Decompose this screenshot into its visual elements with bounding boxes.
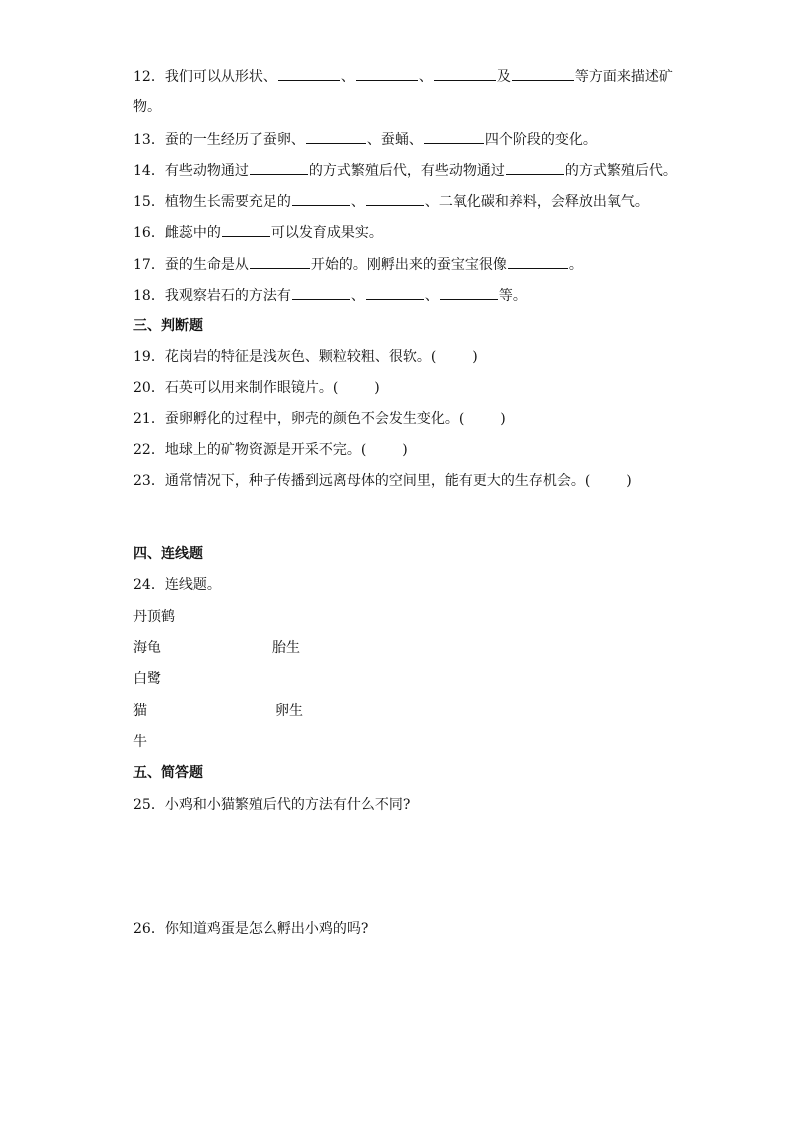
- answer-blank[interactable]: [306, 129, 366, 144]
- question-text: 你知道鸡蛋是怎么孵出小鸡的吗?: [164, 921, 369, 937]
- question-number: 24．: [133, 577, 165, 593]
- answer-blank[interactable]: [506, 160, 564, 175]
- question-number: 18．: [133, 288, 165, 304]
- question-21: [133, 409, 506, 429]
- answer-blank[interactable]: [292, 191, 350, 206]
- question-text: 可以发育成果实。: [270, 225, 383, 241]
- question-number: 19．: [133, 349, 165, 365]
- answer-blank[interactable]: [278, 66, 340, 81]
- paren-close: ): [402, 442, 408, 458]
- question-12-continued: [133, 97, 161, 117]
- question-text: 我观察岩石的方法有: [164, 288, 291, 304]
- question-text: 小鸡和小猫繁殖后代的方法有什么不同?: [164, 797, 411, 813]
- question-text: 通常情况下，种子传播到远离母体的空间里，能有更大的生存机会。(: [164, 473, 591, 489]
- question-18: [133, 285, 527, 306]
- question-text: 、蚕蛹、: [366, 132, 423, 148]
- question-number: 22．: [133, 442, 165, 458]
- question-23: [133, 471, 632, 491]
- match-left-item[interactable]: 白鹭: [133, 671, 161, 687]
- section-heading-judgment: 三、判断题: [133, 318, 203, 334]
- match-left-item[interactable]: 丹顶鹤: [133, 609, 175, 625]
- question-text: 等方面来描述矿: [574, 69, 673, 85]
- question-text: 有些动物通过: [164, 163, 249, 179]
- question-number: 17．: [133, 257, 165, 273]
- question-text: 、二氧化碳和养料，会释放出氧气。: [424, 194, 649, 210]
- question-text: 我们可以从形状、: [164, 69, 277, 85]
- question-text: 的方式繁殖后代，有些动物通过: [308, 163, 505, 179]
- question-17: [133, 254, 583, 275]
- question-text: 的方式繁殖后代。: [564, 163, 677, 179]
- answer-blank[interactable]: [250, 254, 310, 269]
- question-20: [133, 378, 380, 398]
- question-24: [133, 575, 221, 595]
- question-number: 23．: [133, 473, 165, 489]
- answer-blank[interactable]: [292, 285, 350, 300]
- paren-close: ): [500, 411, 506, 427]
- question-16: [133, 222, 383, 243]
- question-text: 蚕的生命是从: [164, 257, 249, 273]
- question-number: 26．: [133, 921, 165, 937]
- separator: 、: [350, 288, 365, 304]
- section-heading-short-answer: 五、简答题: [133, 765, 203, 781]
- separator: 、: [340, 69, 355, 85]
- question-number: 13．: [133, 132, 165, 148]
- section-heading-matching: 四、连线题: [133, 546, 203, 562]
- question-number: 25．: [133, 797, 165, 813]
- answer-blank[interactable]: [434, 66, 496, 81]
- question-text: 。: [568, 257, 583, 273]
- question-text: 蚕卵孵化的过程中，卵壳的颜色不会发生变化。(: [164, 411, 465, 427]
- answer-blank[interactable]: [356, 66, 418, 81]
- question-text: 四个阶段的变化。: [484, 132, 597, 148]
- answer-blank[interactable]: [366, 191, 424, 206]
- match-right-item[interactable]: 胎生: [272, 640, 300, 656]
- paren-close: ): [472, 349, 478, 365]
- paren-close: ): [626, 473, 632, 489]
- question-14: [133, 160, 677, 181]
- question-19: [133, 347, 478, 367]
- question-13: [133, 129, 597, 150]
- question-text: 植物生长需要充足的: [164, 194, 291, 210]
- question-number: 21．: [133, 411, 165, 427]
- answer-blank[interactable]: [508, 254, 568, 269]
- paren-close: ): [374, 380, 380, 396]
- answer-blank[interactable]: [424, 129, 484, 144]
- question-text: 开始的。刚孵出来的蚕宝宝很像: [310, 257, 507, 273]
- question-text: 蚕的一生经历了蚕卵、: [164, 132, 305, 148]
- question-text: 物。: [133, 99, 161, 115]
- question-number: 16．: [133, 225, 165, 241]
- question-text: 等。: [498, 288, 527, 304]
- answer-blank[interactable]: [222, 222, 270, 237]
- question-number: 14．: [133, 163, 165, 179]
- answer-blank[interactable]: [440, 285, 498, 300]
- question-number: 15．: [133, 194, 165, 210]
- question-15: [133, 191, 649, 212]
- separator: 、: [350, 194, 365, 210]
- question-number: 20．: [133, 380, 165, 396]
- match-left-item[interactable]: 海龟: [133, 640, 161, 656]
- question-26: [133, 919, 368, 939]
- question-text: 及: [496, 69, 511, 85]
- match-left-item[interactable]: 牛: [133, 734, 147, 750]
- separator: 、: [418, 69, 433, 85]
- question-text: 花岗岩的特征是浅灰色、颗粒较粗、很软。(: [164, 349, 437, 365]
- question-22: [133, 440, 408, 460]
- answer-blank[interactable]: [250, 160, 308, 175]
- question-25: [133, 795, 410, 815]
- answer-blank[interactable]: [512, 66, 574, 81]
- match-left-item[interactable]: 猫: [133, 703, 147, 719]
- question-text: 地球上的矿物资源是开采不完。(: [164, 442, 367, 458]
- question-number: 12．: [133, 69, 165, 85]
- question-12: [133, 66, 673, 87]
- question-text: 石英可以用来制作眼镜片。(: [164, 380, 339, 396]
- separator: 、: [424, 288, 439, 304]
- question-text: 雌蕊中的: [164, 225, 221, 241]
- question-text: 连线题。: [164, 577, 221, 593]
- match-right-item[interactable]: 卵生: [275, 703, 303, 719]
- answer-blank[interactable]: [366, 285, 424, 300]
